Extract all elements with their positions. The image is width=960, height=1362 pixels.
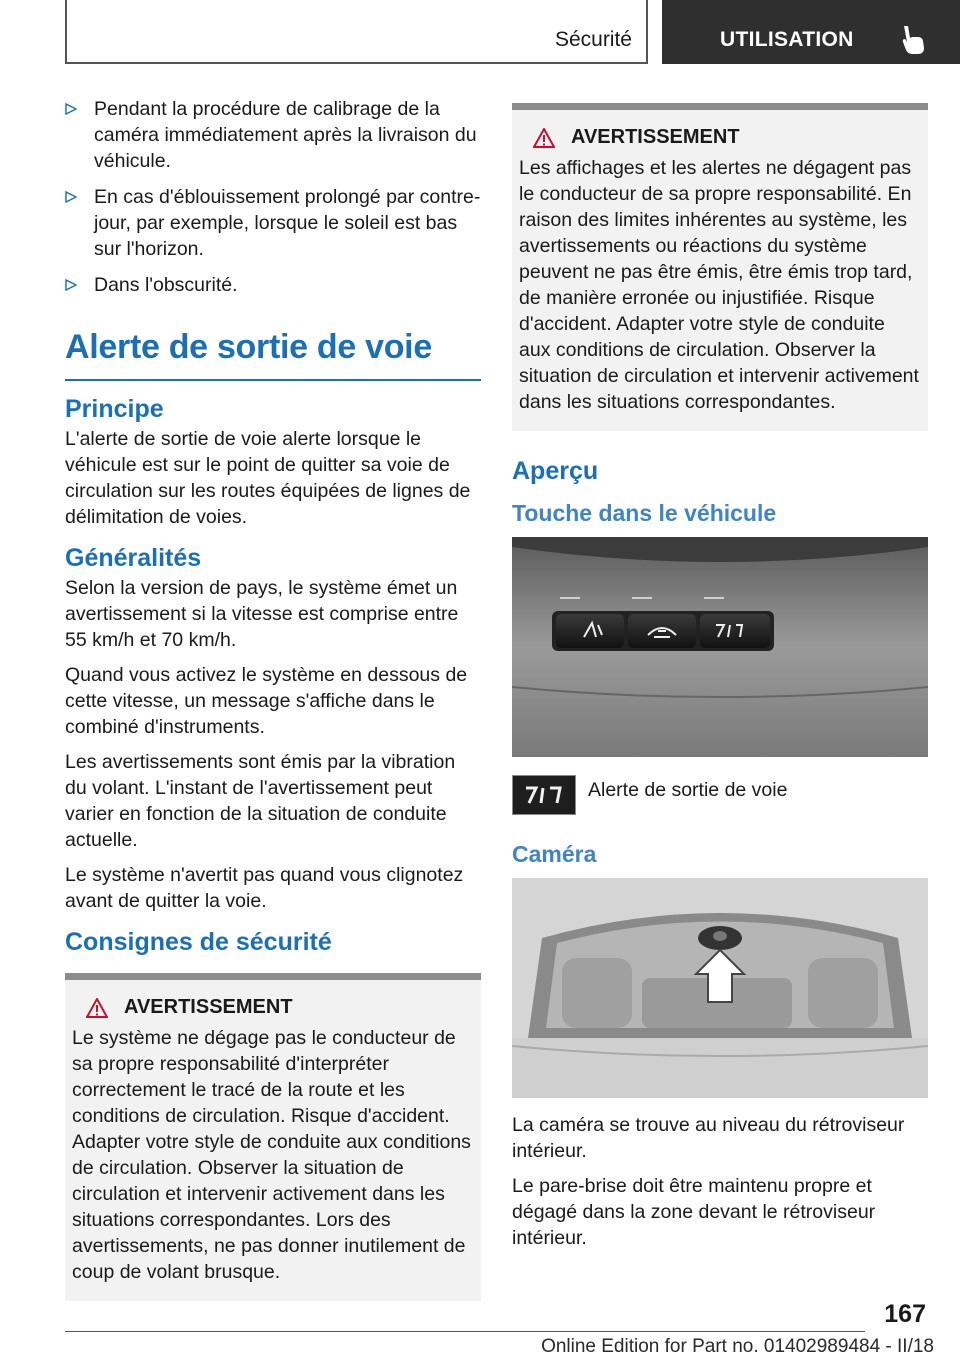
left-column: [65, 96, 481, 1301]
bullet-text: Dans l'obscurité.: [94, 274, 238, 296]
warning-box: [512, 103, 928, 431]
page-header: [0, 0, 960, 66]
generalites-text: Quand vous activez le système en dessous de cette vitesse, un message s'affiche dans le combiné d'instruments.: [65, 664, 468, 738]
generalites-text: Selon la version de pays, le système émet un avertissement si la vitesse est comprise entre 55 km/h et 70 km/h.: [65, 577, 459, 651]
warning-triangle-icon: [86, 998, 108, 1018]
vehicle-buttons-illustration: [512, 537, 928, 757]
warning-title: AVERTISSEMENT: [124, 996, 293, 1018]
footer-edition: Online Edition for Part no. 01402989484 - II/18: [541, 1336, 934, 1357]
triangle-bullet-icon: [65, 103, 77, 115]
section-title: Alerte de sortie de voie: [65, 328, 481, 381]
camera-text: Le pare-brise doit être maintenu propre et dégagé dans la zone devant le rétroviseur intérieur.: [512, 1175, 876, 1249]
warning-triangle-icon: [533, 128, 555, 148]
apercu-heading: Aperçu: [512, 457, 599, 485]
principe-heading: Principe: [65, 395, 164, 423]
bullet-text: Pendant la procédure de calibrage de la caméra immédiatement après la livraison du véhicule.: [94, 98, 477, 172]
hand-pointing-icon: [896, 22, 932, 58]
bullet-item: [65, 184, 481, 262]
icon-caption-row: [512, 775, 928, 815]
generalites-heading: Généralités: [65, 544, 202, 572]
right-column: [512, 103, 928, 1260]
bullet-item: [65, 272, 481, 298]
camera-photo: [512, 878, 928, 1098]
icon-caption: Alerte de sortie de voie: [588, 779, 788, 801]
touche-heading: Touche dans le véhicule: [512, 500, 777, 526]
warning-title-row: [519, 126, 920, 149]
header-section-title: Sécurité: [554, 28, 632, 51]
triangle-bullet-icon: [65, 279, 77, 291]
lane-departure-icon: [512, 775, 576, 815]
generalites-text: Les avertissements sont émis par la vibration du volant. L'instant de l'avertissement peut varier en fonction de la situation de conduite actuelle.: [65, 751, 456, 851]
vehicle-buttons-photo: [512, 537, 928, 757]
principe-text: L'alerte de sortie de voie alerte lorsque le véhicule est sur le point de quitter sa voie de circulation sur les routes équipées de lignes de délimitation de voies.: [65, 428, 471, 528]
button-c: [700, 614, 770, 648]
camera-text: La caméra se trouve au niveau du rétroviseur intérieur.: [512, 1114, 905, 1162]
header-section-box: [65, 0, 648, 64]
camera-heading: Caméra: [512, 841, 597, 867]
warning-title: AVERTISSEMENT: [571, 126, 740, 148]
header-chapter-box: [662, 0, 960, 64]
bullet-item: [65, 96, 481, 174]
page-number: 167: [884, 1300, 926, 1328]
warning-title-row: [72, 996, 473, 1019]
warning-text: Les affichages et les alertes ne dégagent pas le conducteur de sa propre responsabilité. En raison des limites inhérentes au système, les avertissements ou réactions du système peuvent ne pas être émis, être émis trop tard, de manière erronée ou injustifiée. Risque d'accident. Adapter votre style de conduite aux conditions de circulation. Observer la situation de circulation et intervenir activement dans les situations correspondantes.: [519, 157, 919, 413]
footer-divider: [65, 1331, 865, 1332]
warning-box: [65, 973, 481, 1301]
camera-illustration: [512, 878, 928, 1098]
consignes-heading: Consignes de sécurité: [65, 928, 332, 956]
generalites-text: Le système n'avertit pas quand vous clignotez avant de quitter la voie.: [65, 864, 464, 912]
button-a: [556, 614, 624, 648]
header-chapter-title: UTILISATION: [720, 28, 854, 51]
bullet-text: En cas d'éblouissement prolongé par contre-jour, par exemple, lorsque le soleil est bas sur l'horizon.: [94, 186, 481, 260]
triangle-bullet-icon: [65, 191, 77, 203]
warning-text: Le système ne dégage pas le conducteur de sa propre responsabilité d'interpréter correctement le tracé de la route et les conditions de circulation. Risque d'accident. Adapter votre style de conduite aux conditions de circulation. Observer la situation de circulation et intervenir activement dans les situations correspondantes. Lors des avertissements, ne pas donner inutilement de coup de volant brusque.: [72, 1027, 471, 1283]
